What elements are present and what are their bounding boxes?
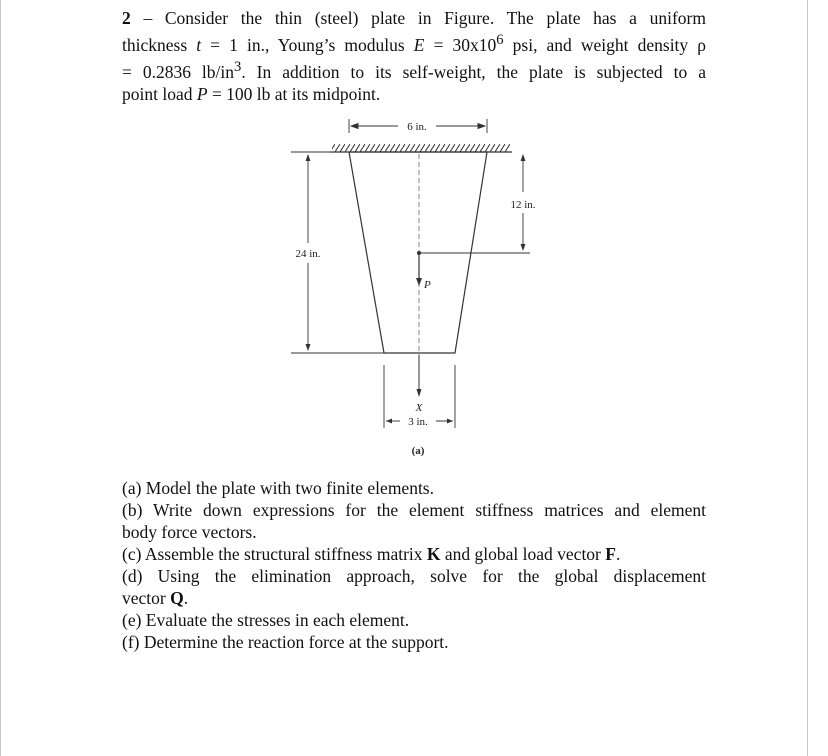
- question-f: (f) Determine the reaction force at the support.: [122, 632, 449, 652]
- problem-text: psi, and weight density ρ: [503, 34, 706, 55]
- problem-text: thickness: [122, 34, 197, 55]
- problem-number: 2: [122, 8, 131, 28]
- symbol-F: F: [605, 544, 616, 564]
- question-d-line-1: (d) Using the elimination approach, solve for the global displacement: [122, 566, 706, 586]
- question-c: [122, 543, 706, 565]
- problem-dash: –: [143, 8, 153, 28]
- question-text: (c) Assemble the structural stiffness matrix: [122, 544, 427, 564]
- question-a: (a) Model the plate with two finite elements.: [122, 478, 434, 498]
- problem-text: . In addition to its self-weight, the plate is subjected to a: [241, 61, 706, 82]
- question-b-line-2: body force vectors.: [122, 522, 257, 542]
- exponent: 3: [234, 58, 242, 75]
- symbol-t: t: [196, 34, 202, 55]
- question-e: (e) Evaluate the stresses in each element.: [122, 610, 410, 630]
- half-height-label: 12 in.: [510, 199, 536, 211]
- problem-text: = 100 lb at its midpoint.: [207, 83, 381, 104]
- point-load-arrow: [416, 251, 422, 286]
- question-b-line-1: (b) Write down expressions for the element stiffness matrices and element: [122, 500, 706, 520]
- load-label: P: [424, 279, 431, 291]
- symbol-K: K: [426, 544, 441, 564]
- questions-list: [122, 477, 706, 653]
- question-text: .: [183, 588, 189, 608]
- question-d-line-2: [122, 587, 706, 609]
- problem-text: = 1 in., Young’s modulus: [201, 34, 414, 55]
- x-axis-arrow: [417, 355, 422, 397]
- symbol-P: P: [196, 83, 208, 104]
- question-text: vector: [122, 588, 171, 608]
- question-text: and global load vector: [440, 544, 606, 564]
- bottom-width-label: 3 in.: [408, 416, 428, 428]
- symbol-E: E: [413, 34, 425, 55]
- problem-text: = 30x10: [424, 34, 497, 55]
- question-text: .: [615, 544, 621, 564]
- axis-label: X: [415, 402, 423, 414]
- problem-line-1-text: Consider the thin (steel) plate in Figure. The plate has a uniform: [164, 8, 707, 28]
- fixed-support: [330, 144, 512, 152]
- problem-text: = 0.2836 lb/in: [122, 61, 235, 82]
- symbol-Q: Q: [170, 588, 184, 608]
- exponent: 6: [496, 32, 504, 48]
- figure-caption: (a): [411, 445, 425, 457]
- top-width-label: 6 in.: [407, 121, 427, 133]
- total-height-label: 24 in.: [295, 248, 321, 260]
- problem-text: point load: [122, 83, 197, 104]
